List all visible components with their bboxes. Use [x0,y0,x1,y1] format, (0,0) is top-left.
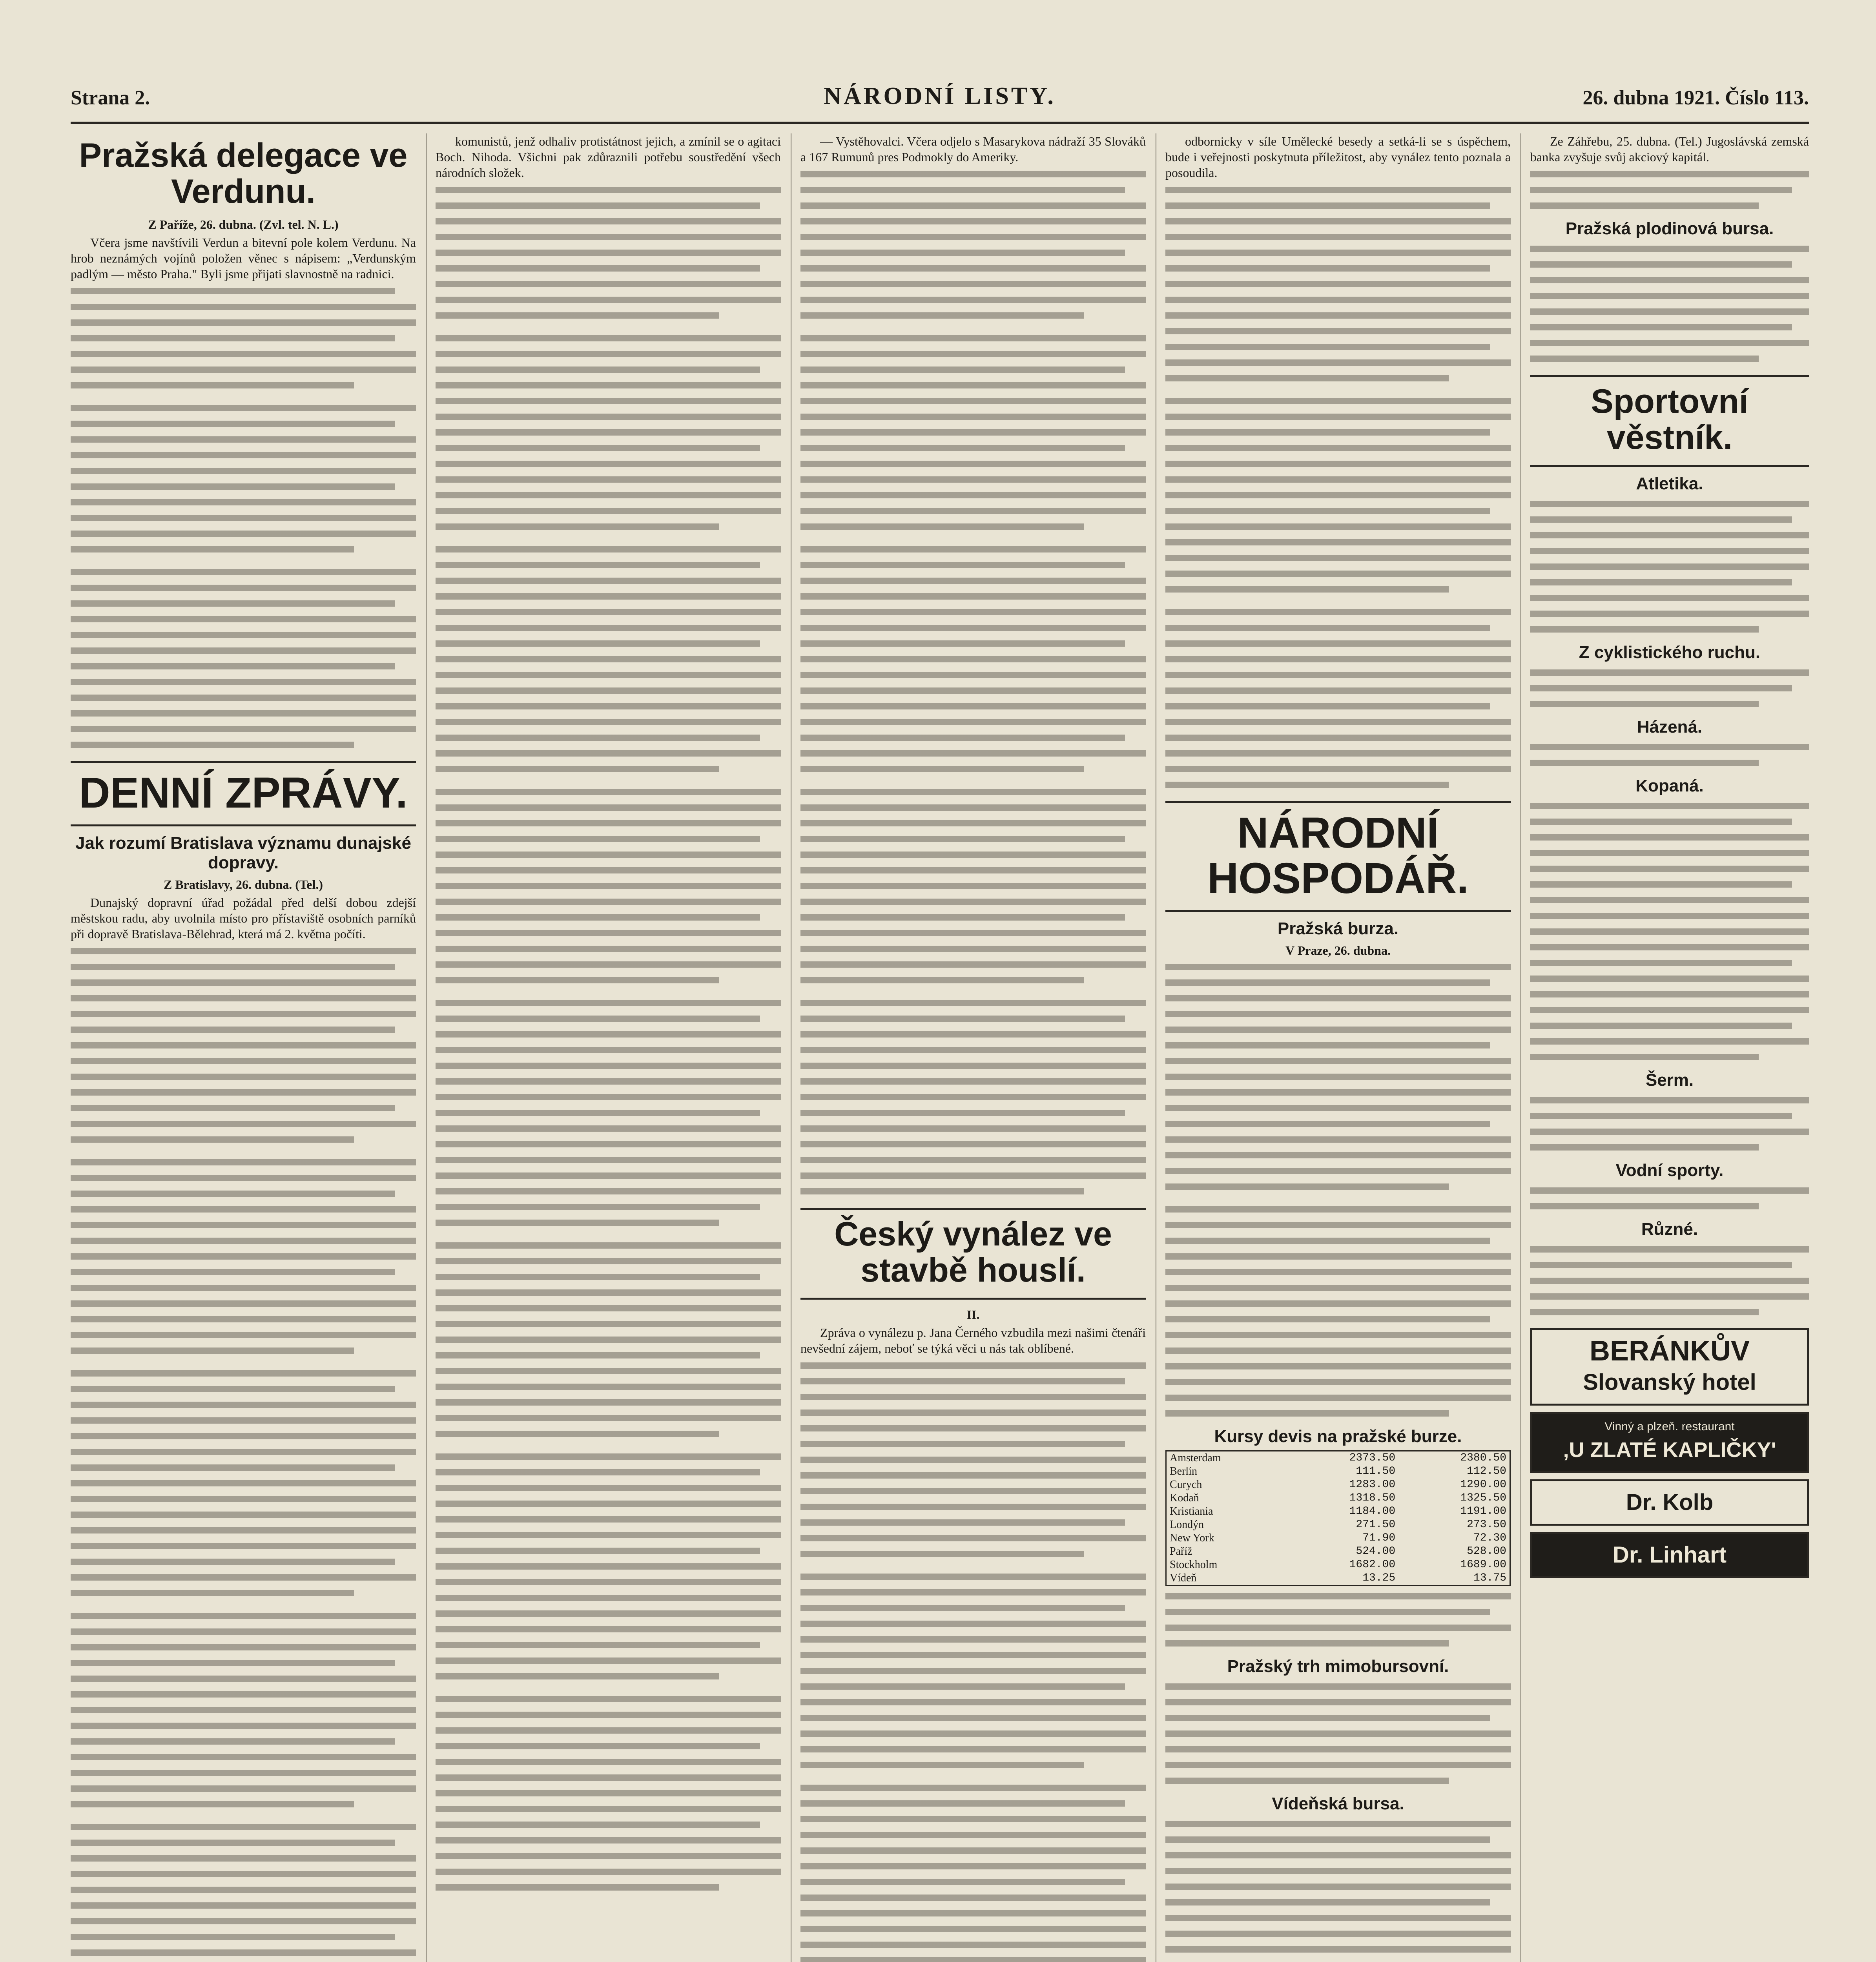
ad-title: BERÁNKŮV [1589,1335,1750,1367]
section-banner [71,761,416,826]
headline-violin-invention: Český vynález ve stavbě houslí. [834,1215,1112,1289]
headline-water-sports: Vodní sporty. [1615,1161,1724,1180]
rate-row [1166,1465,1510,1478]
page-header [71,55,1809,124]
rate-row [1166,1545,1510,1558]
article-violin-end: odbornicky v síle Umělecké besedy a setká-li se s úspěchem, bude i veřejnosti poskytnuta příležitost, aby vynález tento poznala a posoudila. [1165,134,1511,180]
ad-subtitle: Slovanský hotel [1583,1369,1756,1395]
headline-cycling: Z cyklistického ruchu. [1579,643,1761,662]
page-label: Strana 2. [71,87,150,109]
advertisement-restaurant [1530,1412,1809,1473]
headline-commodity-exchange: Pražská plodinová bursa. [1565,219,1774,238]
headline-exchange-rates: Kursy devis na pražské burze. [1214,1427,1462,1446]
rate-row [1166,1518,1510,1532]
rate-place: Kodaň [1170,1492,1199,1504]
rate-sell: 273.50 [1467,1519,1506,1531]
masthead: NÁRODNÍ LISTY. [824,83,1056,109]
rate-place: Vídeň [1170,1572,1197,1584]
rate-row [1166,1505,1510,1518]
rate-place: Stockholm [1170,1559,1218,1571]
rate-sell: 72.30 [1473,1532,1506,1544]
column-rule [1520,133,1521,1962]
rate-place: Amsterdam [1170,1452,1221,1464]
rate-buy: 1184.00 [1349,1505,1396,1517]
ad-subtitle: ‚U ZLATÉ KAPLIČKY' [1563,1438,1776,1462]
section-title-daily-news: DENNÍ ZPRÁVY. [79,769,408,817]
advertisement-hotel [1530,1328,1809,1406]
rate-row [1166,1532,1510,1545]
article-zagreb: Ze Záhřebu, 25. dubna. (Tel.) Jugoslávská zemská banka zvyšuje svůj akciový kapitál. [1530,134,1809,164]
column-rule [426,133,427,1962]
rate-place: Londýn [1170,1519,1204,1531]
advertisement-doctor-2 [1530,1532,1809,1578]
rate-buy: 2373.50 [1349,1452,1396,1464]
exchange-rates-table [1165,1450,1511,1586]
ad-title: Dr. Kolb [1626,1490,1714,1515]
column-5 [1530,133,1809,1962]
column-3 [800,133,1146,1962]
rate-row [1166,1572,1510,1586]
rate-place: Berlín [1170,1465,1197,1477]
article-violin-lead: Zpráva o vynálezu p. Jana Černého vzbudila mezi našimi čtenáři nevšední zájem, neboť se týká věci u nás tak oblíbené. [800,1326,1146,1355]
headline-fencing: Šerm. [1645,1070,1694,1090]
headline-athletics: Atletika. [1636,474,1703,493]
ad-title: Vinný a plzeň. restaurant [1604,1420,1735,1433]
dateline-paris: Z Paříže, 26. dubna. (Zvl. tel. N. L.) [148,217,339,232]
rate-sell: 1325.50 [1460,1492,1506,1504]
section-banner [1165,801,1511,912]
rate-buy: 1682.00 [1349,1559,1396,1571]
headline-miscellaneous: Různé. [1641,1220,1698,1239]
rate-buy: 1283.00 [1349,1479,1396,1491]
article-lead-verdun: Včera jsme navštívili Verdun a bitevní pole kolem Verdunu. Na hrob neznámých vojínů položen věnec s nápisem: „Verdunským padlým — město Praha." Byli jsme přijati slavnostně na radnici. [71,235,416,281]
rate-buy: 1318.50 [1349,1492,1396,1504]
section-banner [1530,375,1809,467]
rate-row [1166,1451,1510,1465]
headline-football: Kopaná. [1635,776,1704,795]
article-text-col2: komunistů, jenž odhaliv protistátnost jejich, a zmínil se o agitaci Boch. Nihoda. Všichni pak zdůraznili potřebu soustředění všech národních složek. [436,134,781,180]
rate-buy: 111.50 [1356,1465,1396,1477]
column-1 [71,133,416,1962]
rate-sell: 1290.00 [1460,1479,1506,1491]
ad-title: Dr. Linhart [1612,1542,1727,1568]
column-4 [1165,133,1511,1962]
advertisement-doctor [1530,1479,1809,1526]
rate-buy: 13.25 [1362,1572,1396,1584]
rate-row [1166,1478,1510,1492]
article-lead-danube: Dunajský dopravní úřad požádal před delší dobou zdejší městskou radu, aby uvolnila místo pro přístaviště osobních parníků při dopravě Bratislava-Bělehrad, která má 2. května počíti. [71,895,416,941]
headline-off-exchange-market: Pražský trh mimobursovní. [1227,1657,1449,1676]
rate-row [1166,1492,1510,1505]
section-title-economy: NÁRODNÍ HOSPODÁŘ. [1207,809,1469,903]
rate-sell: 112.50 [1467,1465,1506,1477]
rate-buy: 271.50 [1356,1519,1396,1531]
section-title-sports: Sportovní věstník. [1591,383,1748,456]
article-emigrants: — Vystěhovalci. Včera odjelo s Masarykova nádraží 35 Slováků a 167 Rumunů pres Podmokly do Ameriky. [800,134,1146,164]
rate-place: Curych [1170,1479,1202,1491]
rate-sell: 13.75 [1473,1572,1506,1584]
headline-handball: Házená. [1637,717,1703,737]
headline-prague-delegation: Pražská delegace ve Verdunu. [79,137,408,210]
rate-buy: 71.90 [1362,1532,1396,1544]
rate-row [1166,1558,1510,1572]
dateline-bratislava: Z Bratislavy, 26. dubna. (Tel.) [163,877,323,892]
rate-sell: 2380.50 [1460,1452,1506,1464]
column-2 [436,133,781,1962]
rate-place: Paříž [1170,1545,1192,1557]
rate-place: Kristiania [1170,1505,1213,1517]
rate-place: New York [1170,1532,1214,1544]
issue-date: 26. dubna 1921. Číslo 113. [1582,87,1809,109]
dateline-prague: V Praze, 26. dubna. [1285,943,1391,957]
rate-buy: 524.00 [1356,1545,1396,1557]
headline-bratislava: Jak rozumí Bratislava významu dunajské dopravy. [75,833,411,872]
rate-sell: 528.00 [1467,1545,1506,1557]
rate-sell: 1689.00 [1460,1559,1506,1571]
rate-sell: 1191.00 [1460,1505,1506,1517]
headline-banner [800,1208,1146,1300]
part-numeral: II. [966,1307,980,1322]
headline-vienna-exchange: Vídeňská bursa. [1272,1794,1404,1813]
headline-prague-stock-exchange: Pražská burza. [1277,919,1399,938]
